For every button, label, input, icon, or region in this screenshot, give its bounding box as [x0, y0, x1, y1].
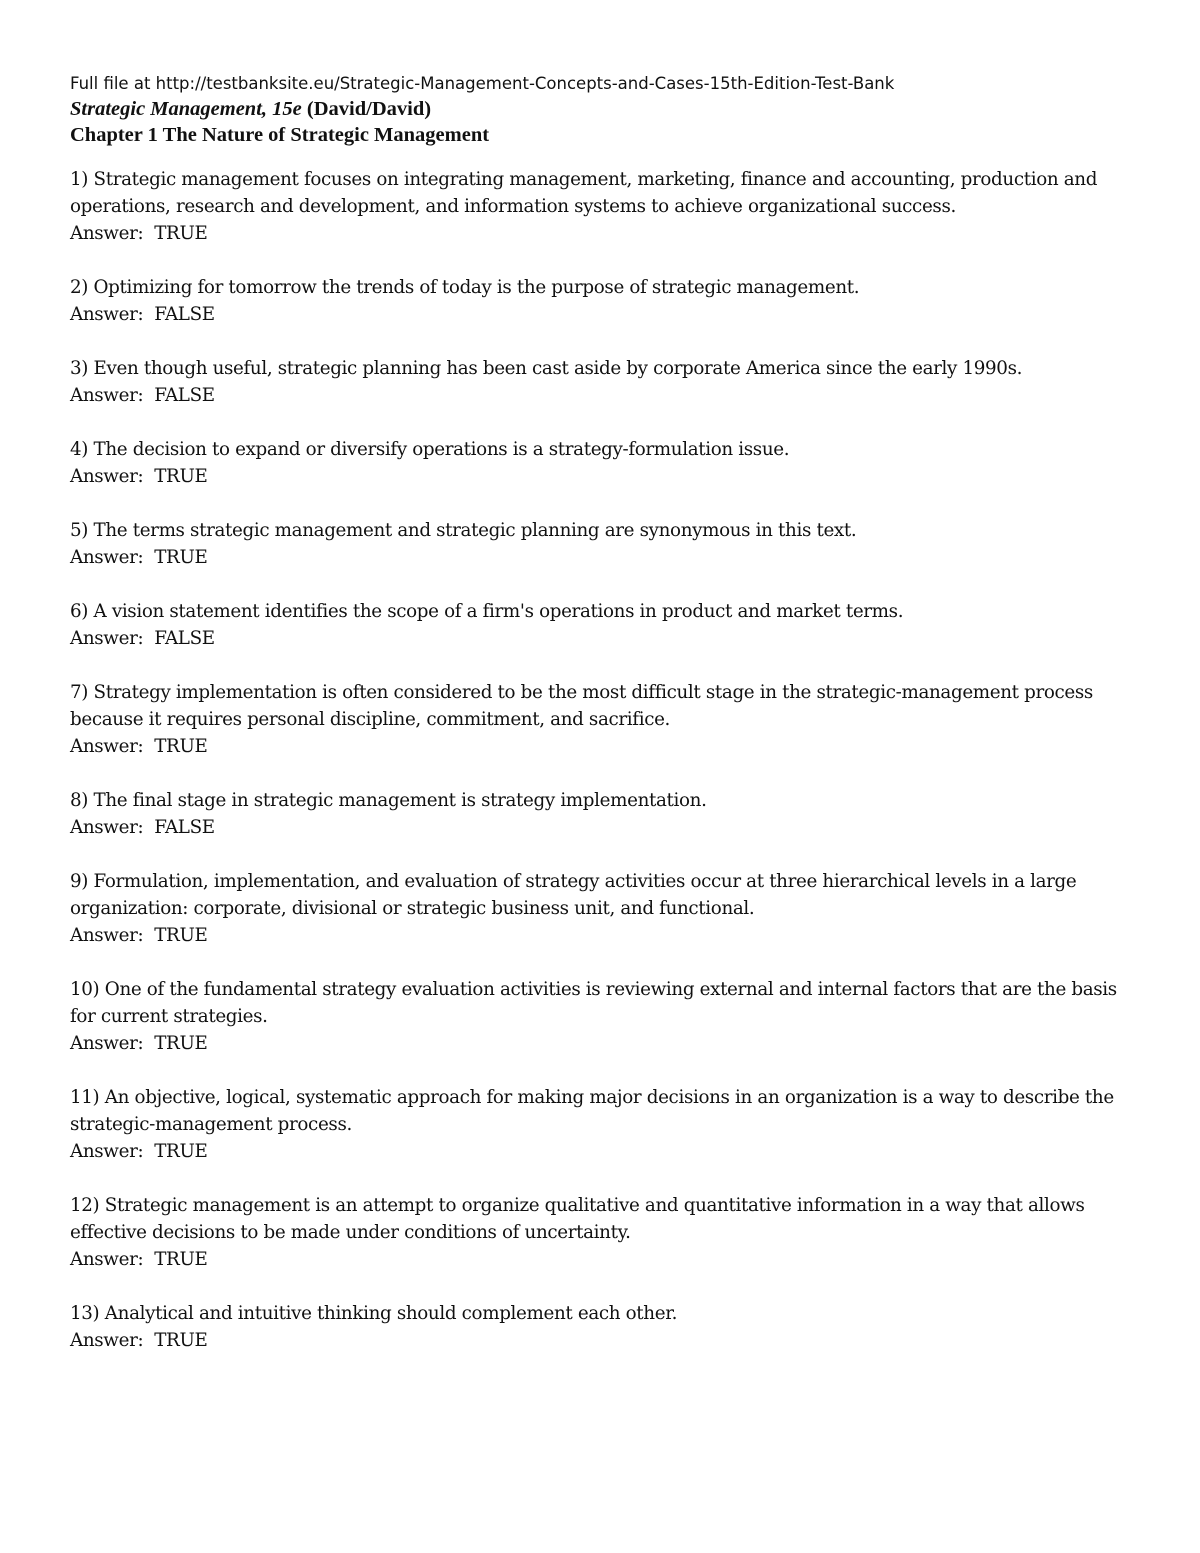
- question-item: [70, 355, 1145, 409]
- chapter-title: Chapter 1 The Nature of Strategic Management: [70, 124, 490, 146]
- question-item: [70, 787, 1145, 841]
- question-item: [70, 598, 1145, 652]
- question-item: [70, 1192, 1145, 1273]
- question-text: 6) A vision statement identifies the scope of a firm's operations in product and market terms.: [70, 601, 904, 622]
- answer-line: [70, 220, 1145, 247]
- answer-label: Answer:: [70, 1249, 155, 1270]
- answer-line: [70, 301, 1145, 328]
- answer-label: Answer:: [70, 223, 155, 244]
- book-title-line: [70, 96, 1145, 122]
- answer-value: TRUE: [154, 1330, 208, 1351]
- answer-value: TRUE: [154, 1141, 208, 1162]
- question-text: 12) Strategic management is an attempt to organize qualitative and quantitative information in a way that allows effective decisions to be made under conditions of uncertainty.: [70, 1195, 1085, 1243]
- answer-value: TRUE: [154, 223, 208, 244]
- question-item: [70, 166, 1145, 247]
- book-title: Strategic Management, 15e: [70, 98, 302, 120]
- question-text: 13) Analytical and intuitive thinking should complement each other.: [70, 1303, 678, 1324]
- question-text: 8) The final stage in strategic management is strategy implementation.: [70, 790, 707, 811]
- answer-value: TRUE: [154, 925, 208, 946]
- answer-line: [70, 814, 1145, 841]
- answer-line: [70, 1327, 1145, 1354]
- answer-value: TRUE: [154, 1033, 208, 1054]
- answer-line: [70, 733, 1145, 760]
- answer-label: Answer:: [70, 817, 155, 838]
- answer-label: Answer:: [70, 1330, 155, 1351]
- answer-value: FALSE: [154, 628, 215, 649]
- question-text: 7) Strategy implementation is often considered to be the most difficult stage in the strategic-management process because it requires personal discipline, commitment, and sacrifice.: [70, 682, 1093, 730]
- answer-line: [70, 463, 1145, 490]
- question-item: [70, 1300, 1145, 1354]
- document-page: [70, 72, 1145, 1381]
- question-text: 5) The terms strategic management and strategic planning are synonymous in this text.: [70, 520, 857, 541]
- answer-label: Answer:: [70, 466, 155, 487]
- question-item: [70, 274, 1145, 328]
- question-item: [70, 868, 1145, 949]
- answer-value: FALSE: [154, 385, 215, 406]
- question-text: 1) Strategic management focuses on integrating management, marketing, finance and accounting, production and operations, research and development, and information systems to achieve organizational success.: [70, 169, 1098, 217]
- answer-value: FALSE: [154, 817, 215, 838]
- question-item: [70, 1084, 1145, 1165]
- answer-label: Answer:: [70, 1141, 155, 1162]
- answer-value: TRUE: [154, 1249, 208, 1270]
- question-text: 3) Even though useful, strategic planning has been cast aside by corporate America since the early 1990s.: [70, 358, 1023, 379]
- answer-label: Answer:: [70, 628, 155, 649]
- answer-line: [70, 1246, 1145, 1273]
- answer-line: [70, 382, 1145, 409]
- question-item: [70, 679, 1145, 760]
- answer-line: [70, 544, 1145, 571]
- answer-label: Answer:: [70, 925, 155, 946]
- answer-value: FALSE: [154, 304, 215, 325]
- answer-label: Answer:: [70, 385, 155, 406]
- question-text: 10) One of the fundamental strategy evaluation activities is reviewing external and internal factors that are the basis for current strategies.: [70, 979, 1117, 1027]
- answer-value: TRUE: [154, 736, 208, 757]
- answer-value: TRUE: [154, 466, 208, 487]
- question-list: [70, 166, 1145, 1354]
- answer-line: [70, 1138, 1145, 1165]
- book-authors: (David/David): [306, 98, 432, 120]
- answer-label: Answer:: [70, 736, 155, 757]
- question-text: 9) Formulation, implementation, and evaluation of strategy activities occur at three hierarchical levels in a large organization: corporate, divisional or strategic business unit, and functional.: [70, 871, 1077, 919]
- question-item: [70, 517, 1145, 571]
- answer-line: [70, 1030, 1145, 1057]
- answer-line: [70, 922, 1145, 949]
- answer-line: [70, 625, 1145, 652]
- source-url-line: Full file at http://testbanksite.eu/Strategic-Management-Concepts-and-Cases-15th-Edition-Test-Bank: [70, 74, 895, 93]
- question-item: [70, 436, 1145, 490]
- answer-label: Answer:: [70, 1033, 155, 1054]
- question-text: 4) The decision to expand or diversify operations is a strategy-formulation issue.: [70, 439, 790, 460]
- question-item: [70, 976, 1145, 1057]
- question-text: 11) An objective, logical, systematic approach for making major decisions in an organization is a way to describe the strategic-management process.: [70, 1087, 1114, 1135]
- question-text: 2) Optimizing for tomorrow the trends of today is the purpose of strategic management.: [70, 277, 860, 298]
- answer-value: TRUE: [154, 547, 208, 568]
- answer-label: Answer:: [70, 547, 155, 568]
- answer-label: Answer:: [70, 304, 155, 325]
